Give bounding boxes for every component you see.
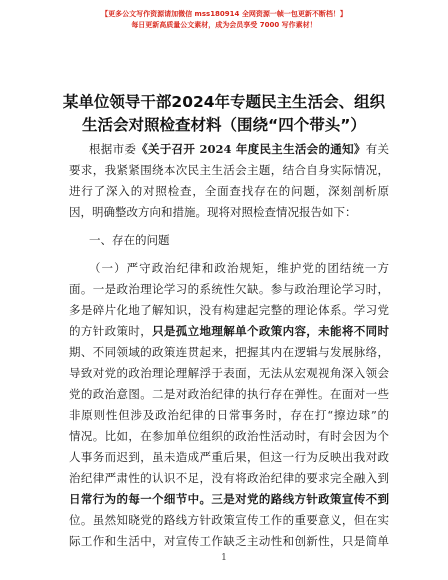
body-line-16: 日常行为的每一个细节中。三是对党的路线方针政策宣传不到 (69, 492, 390, 506)
body-line-3: 进行了深入的对照检查，全面查找存在的问题，深刻剖析原 (69, 184, 389, 198)
document-title-line-2: 生活会对照检查材料（围绕“四个带头”） (82, 116, 366, 134)
body-line-8: 的方针政策时，只是孤立地理解单个政策内容，未能将不同时 (69, 324, 390, 338)
body-line-2: 要求，我紧紧围绕本次民主生活会主题，结合自身实际情况， (69, 163, 389, 177)
body-line-4: 因，明确整改方向和措施。现将对照检查情况报告如下： (69, 205, 357, 219)
body-line-11: 党的政治意图。二是对政治纪律的执行存在弹性。在面对一些 (69, 387, 389, 401)
bold-phrase: 只是孤立地理解单个政策内容，未能将不同时 (152, 324, 390, 338)
section-heading: 一、存在的问题 (89, 233, 170, 247)
body-line-17: 位。虽然知晓党的路线方针政策宣传工作的重要意义，但在实 (69, 513, 389, 527)
body-line-5: （一）严守政治纪律和政治规矩，维护党的团结统一方 (89, 261, 389, 275)
body-line-6: 面。一是政治理论学习的系统性欠缺。参与政治理论学习时， (69, 282, 389, 296)
body-line-12: 非原则性但涉及政治纪律的日常事务时，存在打“擦边球”的 (69, 408, 389, 422)
document-title-line-1: 某单位领导干部2024年专题民主生活会、组织 (62, 93, 386, 111)
body-line-1: 根据市委《关于召开 2024 年度民主生活会的通知》有关 (89, 142, 390, 156)
body-line-9: 期、不同领域的政策连贯起来，把握其内在逻辑与发展脉络， (69, 345, 389, 359)
bold-phrase: 三是对党的路线方针政策宣传不到 (211, 492, 390, 506)
body-line-18: 际工作和生活中，对宣传工作缺乏主动性和创新性，只是简单 (69, 534, 389, 548)
body-line-10: 导致对党的政治理论理解浮于表面，无法从宏观视角深入领会 (69, 366, 389, 380)
page-number: 1 (221, 553, 227, 563)
body-line-7: 多是碎片化地了解知识，没有构建起完整的理论体系。学习党 (69, 303, 389, 317)
promo-banner-line-2: 每日更新高质量公文素材，成为会员享受 7000 写作素材！ (131, 21, 317, 29)
promo-banner-line-1: 【更多公文写作资源请加微信 mss180914 全网资源一帧一包更新不断档！】 (101, 10, 347, 18)
body-line-13: 情况。比如，在参加单位组织的政治性活动时，有时会因为个 (69, 429, 389, 443)
notice-title: 《关于召开 2024 年度民主生活会的通知》 (136, 142, 366, 156)
body-line-14: 人事务而迟到，虽未造成严重后果，但这一行为反映出我对政 (69, 450, 389, 464)
body-line-15: 治纪律严肃性的认识不足，没有将政治纪律的要求完全融入到 (69, 471, 389, 485)
